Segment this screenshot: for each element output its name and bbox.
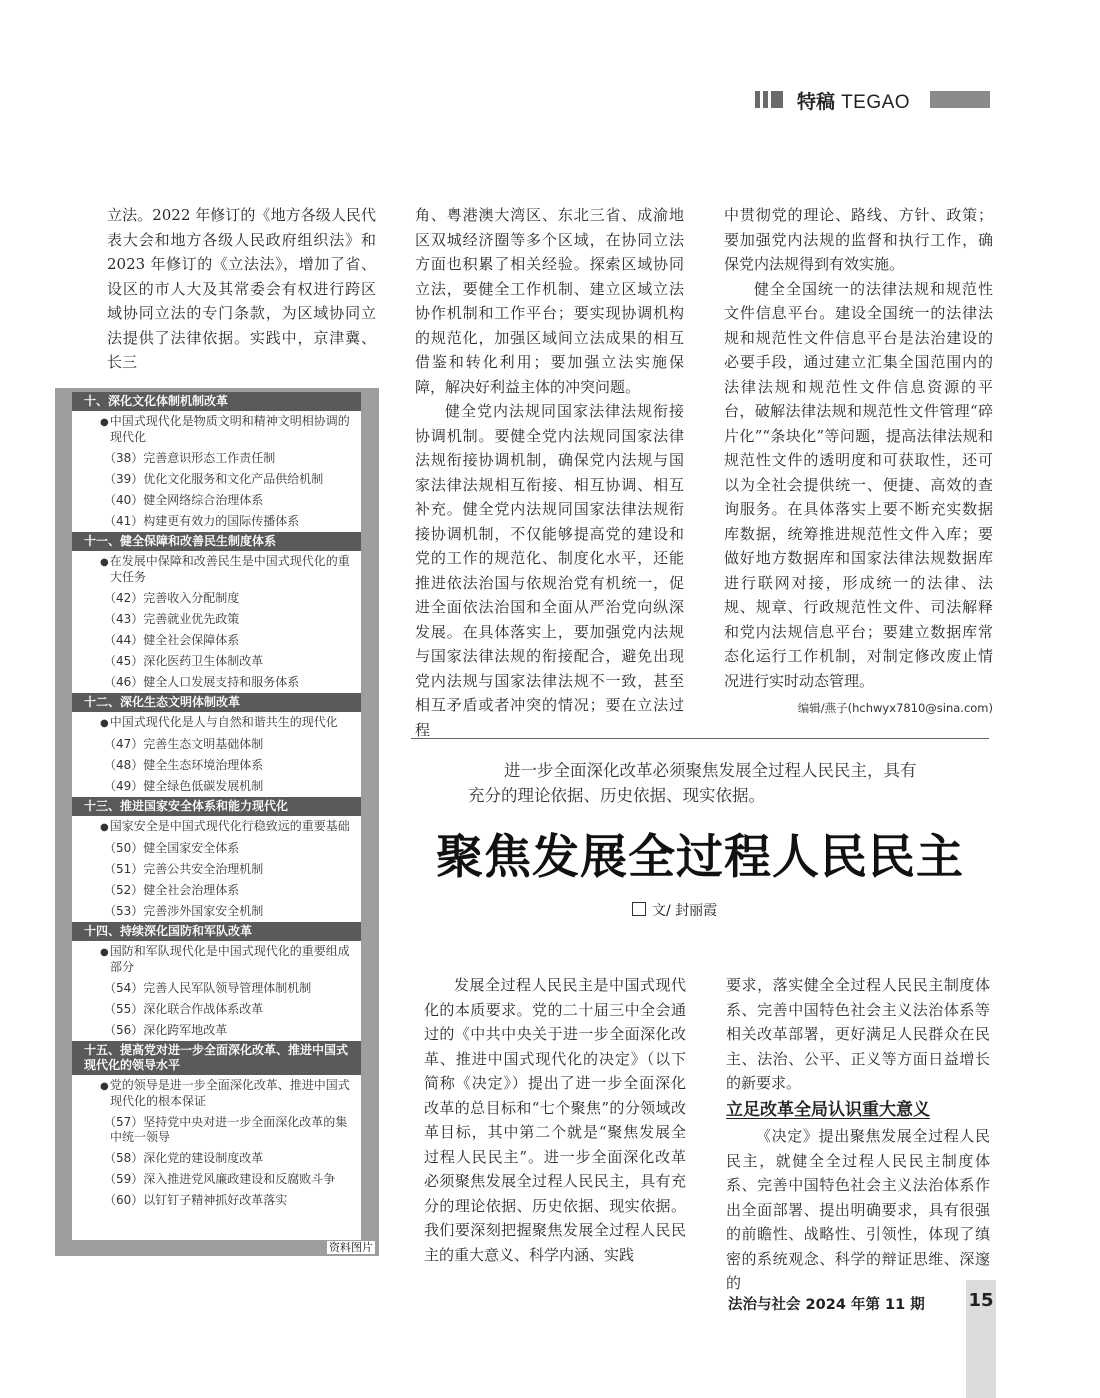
section-title: 十三、推进国家安全体系和能力现代化 bbox=[72, 797, 361, 816]
section-title: 十五、提高党对进一步全面深化改革、推进中国式现代化的领导水平 bbox=[72, 1041, 361, 1075]
list-item: （43）完善就业优先政策 bbox=[104, 612, 240, 626]
list-item: （52）健全社会治理体系 bbox=[104, 883, 240, 897]
list-item: （44）健全社会保障体系 bbox=[104, 633, 240, 647]
sidebar-section-14 bbox=[72, 922, 361, 1041]
section-note: ● 中国式现代化是人与自然和谐共生的现代化 bbox=[72, 712, 361, 734]
section-title: 十四、持续深化国防和军队改革 bbox=[72, 922, 361, 941]
section-title: 十一、健全保障和改善民生制度体系 bbox=[72, 532, 361, 551]
article-lead bbox=[468, 758, 968, 808]
publication-info: 法治与社会 2024 年第 11 期 bbox=[728, 1297, 925, 1313]
paragraph: 《决定》提出聚焦发展全过程人民民主，就健全全过程人民民主制度体系、完善中国特色社会主义法治体系作出全面部署、提出明确要求，具有很强的前瞻性、战略性、引领性，体现了缜密的系统观念、科学的辩证思维、深邃的 bbox=[726, 1127, 990, 1292]
list-item: （39）优化文化服务和文化产品供给机制 bbox=[104, 472, 324, 486]
byline bbox=[632, 900, 717, 920]
list-item: （47）完善生态文明基础体制 bbox=[104, 737, 264, 751]
sidebar-section-10 bbox=[72, 392, 361, 532]
sidebar-section-11 bbox=[72, 532, 361, 693]
byline-text: 文/ 封丽霞 bbox=[652, 903, 718, 919]
list-item: （54）完善人民军队领导管理体制机制 bbox=[104, 981, 312, 995]
list-item: （53）完善涉外国家安全机制 bbox=[104, 904, 264, 918]
section-label-en: TEGAO bbox=[841, 92, 911, 113]
list-item: （40）健全网络综合治理体系 bbox=[104, 493, 264, 507]
sidebar-section-12 bbox=[72, 693, 361, 797]
article-column-1 bbox=[424, 973, 686, 1267]
paragraph: 要求，落实健全全过程人民民主制度体系、完善中国特色社会主义法治体系等相关改革部署，更好满足人民群众在民主、法治、公平、正义等方面日益增长的新要求。 bbox=[726, 976, 990, 1092]
list-item: （38）完善意识形态工作责任制 bbox=[104, 451, 276, 465]
section-note: ● 党的领导是进一步全面深化改革、推进中国式现代化的根本保证 bbox=[72, 1075, 361, 1112]
list-item: （60）以钉钉子精神抓好改革落实 bbox=[104, 1193, 288, 1207]
paragraph: 角、粤港澳大湾区、东北三省、成渝地区双城经济圈等多个区域，在协同立法方面也积累了相关经验。探索区域协同立法，要健全工作机制、建立区域立法协作机制和工作平台；要实现协调机构的规范化，加强区域间立法成果的相互借鉴和转化利用；要加强立法实施保障，解决好利益主体的冲突问题。 bbox=[415, 206, 684, 396]
image-credit: 资料图片 bbox=[329, 1241, 373, 1254]
sidebar-content bbox=[72, 392, 361, 1240]
paragraph: 立法。2022 年修订的《地方各级人民代表大会和地方各级人民政府组织法》和 2023 年修订的《立法法》，增加了省、设区的市人大及其常委会有权进行跨区域协同立法的专门条款，为区域协同立法提供了法律依据。实践中，京津冀、长三 bbox=[107, 206, 376, 371]
section-label-cn: 特稿 bbox=[797, 91, 836, 113]
list-item: （56）深化跨军地改革 bbox=[104, 1023, 228, 1037]
list-item: （41）构建更有效力的国际传播体系 bbox=[104, 514, 300, 528]
sidebar-section-13 bbox=[72, 797, 361, 922]
list-item: （46）健全人口发展支持和服务体系 bbox=[104, 675, 300, 689]
top-article-column-1 bbox=[107, 203, 376, 375]
section-divider bbox=[411, 738, 989, 739]
paragraph: 中贯彻党的理论、路线、方针、政策；要加强党内法规的监督和执行工作，确保党内法规得到有效实施。 bbox=[724, 206, 993, 273]
section-note: ● 国防和军队现代化是中国式现代化的重要组成部分 bbox=[72, 941, 361, 978]
sidebar-section-15 bbox=[72, 1041, 361, 1211]
lead-line: 充分的理论依据、历史依据、现实依据。 bbox=[468, 786, 765, 805]
article-subheading: 立足改革全局认识重大意义 bbox=[726, 1099, 930, 1120]
header-decoration-block bbox=[930, 91, 990, 108]
article-column-2 bbox=[726, 973, 990, 1296]
list-item: （48）健全生态环境治理体系 bbox=[104, 758, 264, 772]
section-title: 十二、深化生态文明体制改革 bbox=[72, 693, 361, 712]
editor-credit: 编辑/燕子(hchwyx7810@sina.com) bbox=[797, 701, 993, 715]
page-number: 15 bbox=[968, 1290, 994, 1311]
list-item: （45）深化医药卫生体制改革 bbox=[104, 654, 264, 668]
byline-box-icon bbox=[632, 902, 646, 916]
section-title: 十、深化文化体制机制改革 bbox=[72, 392, 361, 411]
sidebar-reform-list bbox=[55, 388, 379, 1256]
section-header bbox=[797, 87, 910, 114]
section-note: ● 中国式现代化是物质文明和精神文明相协调的现代化 bbox=[72, 411, 361, 448]
list-item: （58）深化党的建设制度改革 bbox=[104, 1151, 264, 1165]
paragraph: 发展全过程人民民主是中国式现代化的本质要求。党的二十届三中全会通过的《中共中央关于进一步全面深化改革、推进中国式现代化的决定》（以下简称《决定》）提出了进一步全面深化改革的总目标和“七个聚焦”的分领域改革目标，其中第二个就是“聚焦发展全过程人民民主”。进一步全面深化改革必须聚焦发展全过程人民民主，具有充分的理论依据、历史依据、现实依据。我们要深刻把握聚焦发展全过程人民民主的重大意义、科学内涵、实践 bbox=[424, 976, 686, 1264]
list-item: （59）深入推进党风廉政建设和反腐败斗争 bbox=[104, 1172, 336, 1186]
top-article-column-3 bbox=[724, 203, 993, 721]
paragraph: 健全全国统一的法律法规和规范性文件信息平台。建设全国统一的法律法规和规范性文件信息平台是法治建设的必要手段，通过建立汇集全国范围内的法律法规和规范性文件信息资源的平台，破解法律法规和规范性文件管理“碎片化”“条块化”等问题，提高法律法规和规范性文件的透明度和可获取性，还可以为全社会提供统一、便捷、高效的查询服务。在具体落实上要不断充实数据库数据，统筹推进规范性文件入库；要做好地方数据库和国家法律法规数据库进行联网对接，形成统一的法律、法规、规章、行政规范性文件、司法解释和党内法规信息平台；要建立数据库常态化运行工作机制，对制定修改废止情况进行实时动态管理。 bbox=[724, 279, 993, 690]
article-title: 聚焦发展全过程人民民主 bbox=[436, 830, 964, 885]
header-decoration-bars bbox=[755, 91, 783, 108]
section-note: ● 国家安全是中国式现代化行稳致远的重要基础 bbox=[72, 816, 361, 838]
list-item: （57）坚持党中央对进一步全面深化改革的集中统一领导 bbox=[104, 1115, 348, 1144]
list-item: （51）完善公共安全治理机制 bbox=[104, 862, 264, 876]
list-item: （42）完善收入分配制度 bbox=[104, 591, 240, 605]
list-item: （55）深化联合作战体系改革 bbox=[104, 1002, 264, 1016]
list-item: （49）健全绿色低碳发展机制 bbox=[104, 779, 264, 793]
lead-line: 进一步全面深化改革必须聚焦发展全过程人民民主，具有 bbox=[504, 761, 917, 780]
top-article-column-2 bbox=[415, 203, 684, 742]
paragraph: 健全党内法规同国家法律法规衔接协调机制。要健全党内法规同国家法律法规衔接协调机制，确保党内法规与国家法律法规相互衔接、相互协调、相互补充。健全党内法规同国家法律法规衔接协调机制，不仅能够提高党的建设和党的工作的规范化、制度化水平，还能推进依法治国与依规治党有机统一，促进全面依法治国和全面从严治党向纵深发展。在具体落实上，要加强党内法规与国家法律法规的衔接配合，避免出现党内法规与国家法律法规不一致，甚至相互矛盾或者冲突的情况；要在立法过程 bbox=[415, 402, 684, 739]
list-item: （50）健全国家安全体系 bbox=[104, 841, 240, 855]
section-note: ● 在发展中保障和改善民生是中国式现代化的重大任务 bbox=[72, 551, 361, 588]
